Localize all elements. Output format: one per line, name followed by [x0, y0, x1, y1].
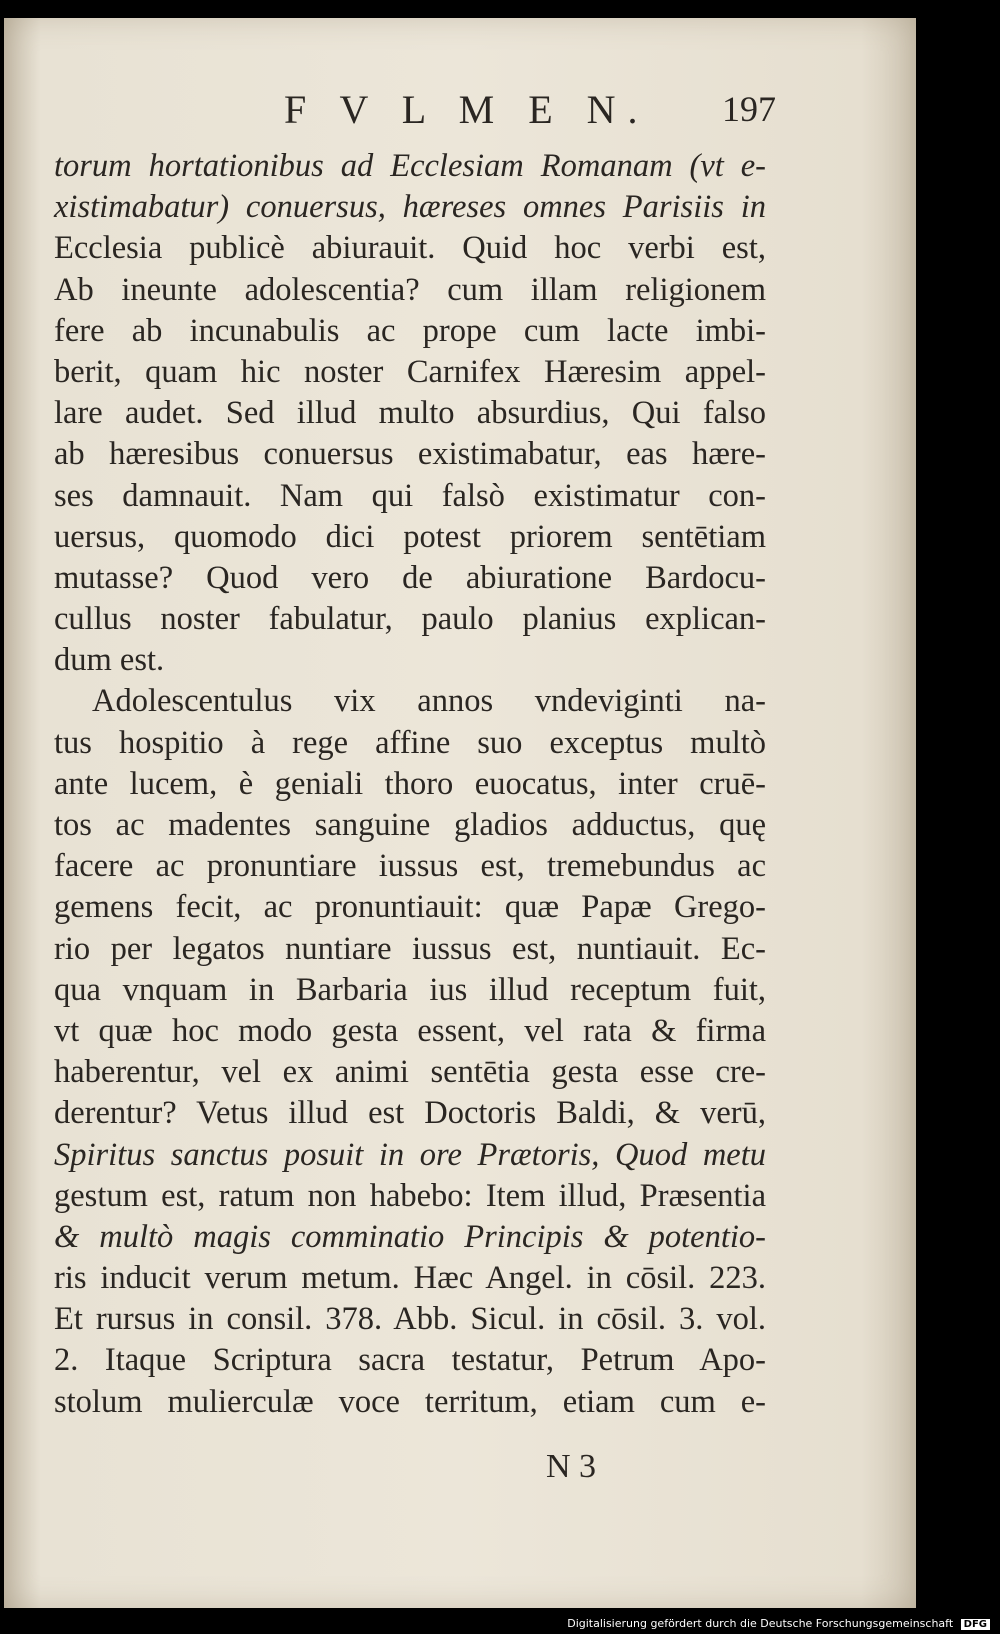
text-line: uersus, quomodo dici potest priorem sentētiam [54, 518, 766, 555]
text-line: Spiritus sanctus posuit in ore Prætoris, Quod metu [54, 1136, 766, 1173]
text-line: facere ac pronuntiare iussus est, tremebundus ac [54, 848, 766, 885]
dfg-logo: DFG [961, 1619, 990, 1630]
text-line: berit, quam hic noster Carnifex Hæresim appel- [54, 353, 766, 390]
text-line: Adolescentulus vix annos vndeviginti na- [92, 683, 766, 720]
text-line: xistimabatur) conuersus, hæreses omnes Parisiis in [54, 189, 766, 226]
page-number: 197 [722, 89, 776, 129]
text-line: torum hortationibus ad Ecclesiam Romanam (vt e- [54, 148, 766, 184]
text-line: Ecclesia publicè abiurauit. Quid hoc verbi est, [54, 230, 766, 267]
text-line: haberentur, vel ex animi sentētia gesta esse cre- [54, 1054, 766, 1091]
text-line: ab hæresibus conuersus existimabatur, eas hære- [54, 436, 766, 473]
text-line: qua vnquam in Barbaria ius illud receptum fuit, [54, 971, 766, 1008]
text-line: cullus noster fabulatur, paulo planius explican- [54, 601, 766, 638]
text-line: vt quæ hoc modo gesta essent, vel rata & firma [54, 1012, 766, 1049]
text-line: ante lucem, è geniali thoro euocatus, inter cruē- [54, 765, 766, 802]
catchword: N 3 [546, 1448, 597, 1485]
text-line: tus hospitio à rege affine suo exceptus multò [54, 724, 766, 761]
text-line: tos ac madentes sanguine gladios adductus, quę [54, 807, 766, 843]
text-line: stolum mulierculæ voce territum, etiam cum e- [54, 1383, 766, 1420]
text-line: ris inducit verum metum. Hæc Angel. in cōsil. 223. [54, 1260, 766, 1297]
text-line: dum est. [54, 642, 165, 679]
text-line: Et rursus in consil. 378. Abb. Sicul. in cōsil. 3. vol. [54, 1301, 766, 1338]
text-line: gemens fecit, ac pronuntiauit: quæ Papæ Grego- [54, 889, 766, 926]
text-line: ses damnauit. Nam qui falsò existimatur con- [54, 477, 766, 514]
body-text [54, 146, 766, 1423]
credit-text: Digitalisierung gefördert durch die Deutsche Forschungsgemeinschaft [567, 1617, 954, 1630]
book-page [4, 18, 916, 1608]
text-line: derentur? Vetus illud est Doctoris Baldi, & verū, [54, 1095, 766, 1132]
running-title: F V L M E N. [284, 87, 650, 132]
text-line: 2. Itaque Scriptura sacra testatur, Petrum Apo- [54, 1342, 766, 1379]
text-line: Ab ineunte adolescentia? cum illam religionem [54, 271, 766, 308]
text-line: gestum est, ratum non habebo: Item illud, Præsentia [54, 1177, 766, 1214]
text-line: & multò magis comminatio Principis & potentio- [54, 1218, 766, 1255]
text-line: fere ab incunabulis ac prope cum lacte imbi- [54, 312, 766, 349]
digitization-credit [567, 1617, 990, 1630]
text-line: rio per legatos nuntiare iussus est, nuntiauit. Ec- [54, 930, 766, 967]
running-head [54, 86, 776, 136]
text-line: lare audet. Sed illud multo absurdius, Qui falso [54, 395, 766, 432]
text-line: mutasse? Quod vero de abiuratione Bardocu- [54, 559, 766, 596]
